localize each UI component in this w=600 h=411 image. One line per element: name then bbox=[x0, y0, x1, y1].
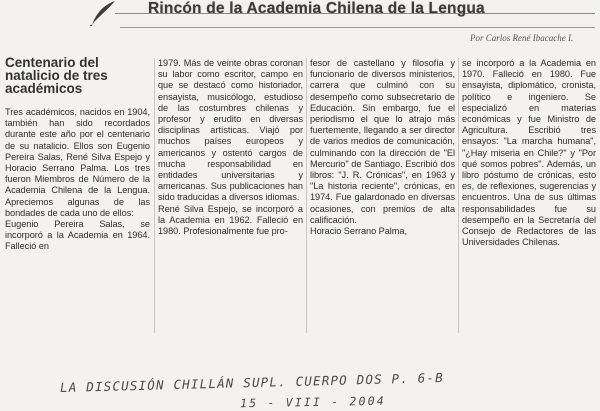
article-column-4: se incorporó a la Academia en 1970. Falleció en 1980. Fue ensayista, diplomático, cronista, político e ingeniero. Se especializó en materias económicas y fue Ministro de Agricultura. Escribió tres ensayos: "La marcha humana", "¿Hay miseria en Chile?" y "Por qué somos pobres". Además, un libro póstumo de crónicas, esto es, de reflexiones, sugerencias y encuentros. Una de sus últimas responsabilidades fue su desempeño en la Secretaría del Consejo de Redactores de las Universidades Chilenas. bbox=[462, 58, 596, 248]
column-divider bbox=[306, 58, 307, 333]
article-column-2: 1979. Más de veinte obras coronan su labor como escritor, campo en que se destacó como historiador, ensayista, musicólogo, estudioso de las costumbres chilenas y profesor y erudito en diversas disciplinas artísticas. Viajó por muchos países europeos y americanos y ostentó cargos de mucha responsabilidad en entidades universitarias y americanas. Sus publicaciones han sido traducidas a diversos idiomas. René Silva Espejo, se incorporó a la Academia en 1962. Falleció en 1980. Profesionalmente fue pro- bbox=[158, 58, 303, 237]
byline: Por Carlos René Ibacache I. bbox=[470, 33, 574, 43]
quill-pen-icon bbox=[88, 0, 118, 26]
column-divider bbox=[154, 58, 155, 333]
article-column-1: Tres académicos, nacidos en 1904, también han sido recordados durante este año por el centenario de su natalicio. Ellos son Eugenio Pereira Salas, René Silva Espejo y Horacio Serrano Palma. Los tres fueron Miembros de Número de la Academia Chilena de la Lengua. Apreciemos algunas de las bondades de cada uno de ellos: Eugenio Pereira Salas, se incorporó a la Academia en 1964. Falleció en bbox=[5, 107, 150, 252]
column-divider bbox=[458, 58, 459, 333]
section-title: Rincón de la Academia Chilena de la Lengua bbox=[148, 0, 485, 17]
article-column-3: fesor de castellano y filosofía y funcionario de diversos ministerios, carrera que culminó con su desempeño como subsecretario de Educación. Sin embargo, fue el periodismo el que lo atrajo más fuertemente, llegando a ser director de varios medios de comunicación, culminando con la dirección de "El Mercurio" de Santiago. Escribió dos libros: "J. R. Crónicas", en 1963 y "La historia reciente", crónicas, en 1974. Fue galardonado en diversas ocasiones, con premios de alta calificación. Horacio Serrano Palma, bbox=[310, 58, 455, 237]
handwritten-source-note: LA DISCUSIÓN CHILLÁN SUPL. CUERPO DOS P. 6-B bbox=[59, 369, 445, 396]
handwritten-date-note: 15 - VIII - 2004 bbox=[239, 393, 387, 411]
article-headline: Centenario del natalicio de tres académicos bbox=[5, 55, 108, 96]
header-bottom-rule bbox=[120, 27, 595, 28]
